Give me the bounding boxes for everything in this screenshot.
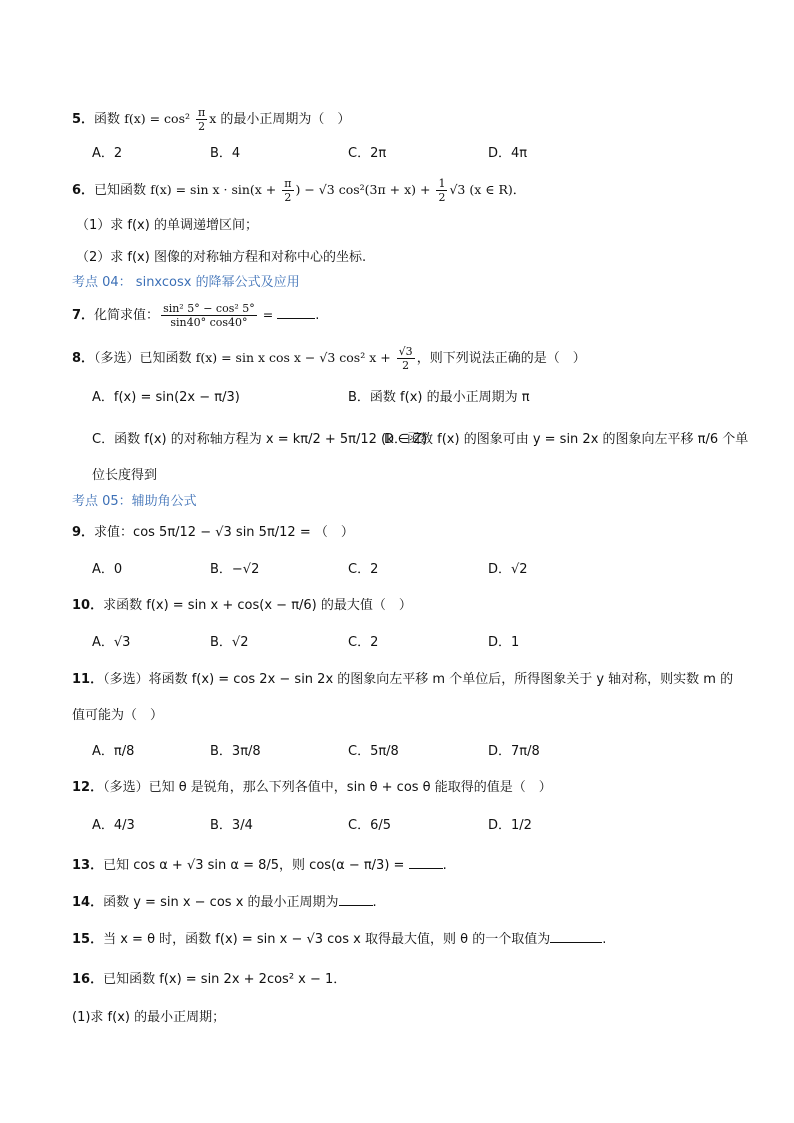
question-number: 7． [72,308,95,323]
fraction [282,178,293,203]
question-5 [72,107,350,132]
numerator: √3 [398,345,413,358]
denominator: sin40° cos40° [170,316,248,329]
option-a: A．2 [92,146,123,161]
option-d: D．√2 [488,562,528,577]
question-text: （多选）已知 θ 是锐角，那么下列各值中，sin θ + cos θ 能取得的值是（ ） [103,780,552,795]
option-a: A．4/3 [92,818,135,833]
question-16 [72,970,346,990]
question-text: 求值：cos 5π/12 − √3 sin 5π/12 = （ ） [94,525,354,540]
answer-blank[interactable] [277,306,315,319]
formula: √3 (x ∈ R) [449,182,513,197]
denominator: 2 [438,191,446,204]
question-14 [72,893,377,913]
question-6-part-1: （1）求 f(x) 的单调递增区间； [76,218,258,233]
option-d: D．1 [488,635,520,650]
fraction [161,303,257,328]
question-number: 12． [72,780,104,795]
answer-blank[interactable] [339,893,373,906]
option-a: A．π/8 [92,744,135,759]
section-heading: 考点 05：辅助角公式 [72,494,197,509]
option-d: D．函数 f(x) 的图象可由 y = sin 2x 的图象向左平移 π/6 个单 [384,432,749,447]
question-9 [72,523,354,543]
question-8 [72,346,586,371]
question-11 [72,670,733,690]
option-b: B．3/4 [210,818,253,833]
question-number: 9． [72,525,95,540]
denominator: 2 [284,191,292,204]
question-text: 函数 y = sin x − cos x 的最小正周期为 [103,895,339,910]
question-text: （多选）将函数 f(x) = cos 2x − sin 2x 的图象向左平移 m 个单位后，所得图象关于 y 轴对称，则实数 m 的 [103,672,734,687]
numerator: sin² 5° − cos² 5° [163,302,255,315]
formula: f(x) = cos² [124,111,194,126]
question-text: 求函数 f(x) = sin x + cos(x − π/6) 的最大值（ ） [103,598,412,613]
question-12 [72,778,552,798]
question-text: 的最小正周期为（ ） [216,112,351,127]
option-c: C．2 [348,635,379,650]
option-d: D．7π/8 [488,744,540,759]
question-text: . [315,308,320,323]
question-text: 已知函数 f(x) = sin 2x + 2cos² x − 1． [103,972,347,987]
question-10 [72,596,412,616]
option-c: C．5π/8 [348,744,399,759]
question-7 [72,303,319,328]
answer-blank[interactable] [550,930,602,943]
option-b: B．−√2 [210,562,260,577]
question-text: 化简求值： [94,308,160,323]
question-6-part-2: （2）求 f(x) 图像的对称轴方程和对称中心的坐标. [76,250,367,265]
question-13 [72,856,447,876]
question-number: 16． [72,972,104,987]
question-text: . [442,858,447,873]
answer-blank[interactable] [409,856,443,869]
option-c: C．2 [348,562,379,577]
formula: f(x) = sin x · sin(x + [150,182,281,197]
formula: f(x) = sin x cos x − √3 cos² x + [195,350,395,365]
question-text: 已知 cos α + √3 sin α = 8/5，则 cos(α − π/3) = [103,858,409,873]
denominator: 2 [402,359,410,372]
option-b: B．3π/8 [210,744,261,759]
formula: x [209,111,217,126]
option-b: B．函数 f(x) 的最小正周期为 π [348,390,530,405]
question-text: ，则下列说法正确的是（ ） [416,351,586,366]
question-number: 5． [72,112,95,127]
option-d: D．4π [488,146,528,161]
question-text: ． [512,183,526,198]
denominator: 2 [198,120,206,133]
option-c: C．函数 f(x) 的对称轴方程为 x = kπ/2 + 5π/12 (k ∈ Z) [92,432,428,447]
question-text: 当 x = θ 时，函数 f(x) = sin x − √3 cos x 取得最大值，则 θ 的一个取值为 [103,932,551,947]
numerator: π [284,177,292,190]
question-number: 8． [72,351,95,366]
option-b: B．4 [210,146,241,161]
fraction [397,346,415,371]
numerator: 1 [438,177,446,190]
option-d: D．1/2 [488,818,532,833]
question-number: 10． [72,598,104,613]
section-heading: 考点 04： sinxcosx 的降幂公式及应用 [72,275,300,290]
question-number: 13． [72,858,104,873]
question-11-continued: 值可能为（ ） [72,708,164,723]
question-text: 函数 [94,112,125,127]
question-6 [72,178,526,203]
option-c: C．2π [348,146,387,161]
option-a: A．f(x) = sin(2x − π/3) [92,390,240,405]
option-a: A．0 [92,562,123,577]
option-d-continued: 位长度得到 [92,468,158,483]
numerator: π [197,106,206,119]
fraction [196,107,207,132]
question-number: 15． [72,932,104,947]
fraction [436,178,447,203]
question-number: 11． [72,672,104,687]
option-b: B．√2 [210,635,249,650]
question-text: 已知函数 [94,183,151,198]
option-a: A．√3 [92,635,131,650]
question-number: 14． [72,895,104,910]
question-16-part-1: (1)求 f(x) 的最小正周期； [72,1010,226,1025]
formula: ) − √3 cos²(3π + x) + [295,182,435,197]
question-text: . [602,932,607,947]
question-text: （多选）已知函数 [94,351,196,366]
question-15 [72,930,606,950]
question-number: 6． [72,183,95,198]
formula: = [258,307,278,322]
question-text: . [372,895,377,910]
option-c: C．6/5 [348,818,391,833]
